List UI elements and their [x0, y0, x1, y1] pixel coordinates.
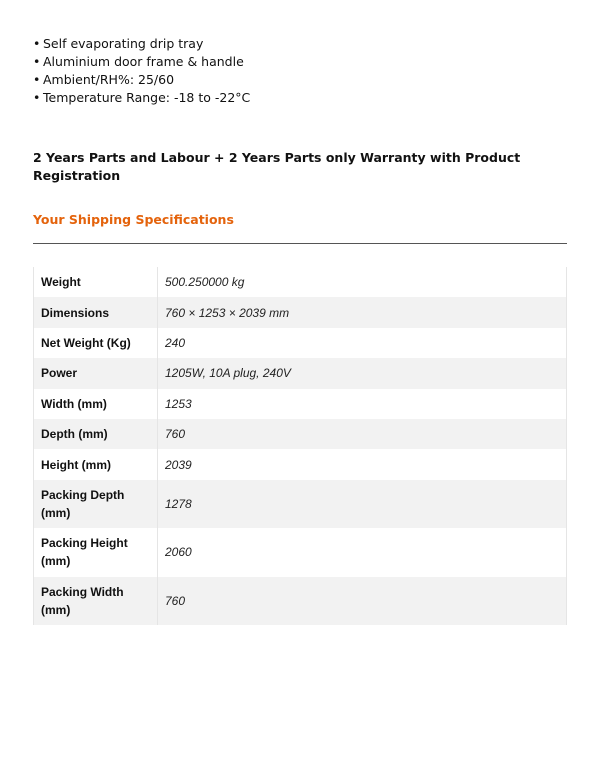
shipping-specs-table	[33, 267, 567, 625]
spec-label: Net Weight (Kg)	[34, 328, 158, 358]
table-row	[34, 358, 567, 388]
spec-label: Width (mm)	[34, 389, 158, 419]
table-row	[34, 419, 567, 449]
spec-label: Packing Depth (mm)	[34, 480, 158, 528]
spec-value: 1205W, 10A plug, 240V	[158, 358, 567, 388]
feature-list	[33, 35, 250, 107]
table-row	[34, 528, 567, 576]
feature-text: Self evaporating drip tray	[43, 36, 204, 51]
spec-label: Power	[34, 358, 158, 388]
spec-label: Depth (mm)	[34, 419, 158, 449]
feature-text: Ambient/RH%: 25/60	[43, 72, 175, 87]
spec-value: 760 × 1253 × 2039 mm	[158, 297, 567, 327]
feature-item	[33, 35, 250, 53]
shipping-specifications-heading: Your Shipping Specifications	[33, 212, 234, 227]
bullet-icon: •	[33, 72, 41, 87]
bullet-icon: •	[33, 36, 41, 51]
bullet-icon: •	[33, 54, 41, 69]
spec-value: 500.250000 kg	[158, 267, 567, 297]
spec-label: Packing Height (mm)	[34, 528, 158, 576]
spec-value: 2039	[158, 449, 567, 479]
table-row	[34, 297, 567, 327]
table-row	[34, 480, 567, 528]
feature-item	[33, 89, 250, 107]
table-row	[34, 328, 567, 358]
bullet-icon: •	[33, 90, 41, 105]
feature-text: Aluminium door frame & handle	[43, 54, 244, 69]
section-divider	[33, 243, 567, 244]
spec-value: 760	[158, 419, 567, 449]
feature-text: Temperature Range: -18 to -22°C	[43, 90, 251, 105]
spec-value: 760	[158, 577, 567, 625]
table-row	[34, 449, 567, 479]
table-row	[34, 267, 567, 297]
spec-label: Packing Width (mm)	[34, 577, 158, 625]
table-row	[34, 389, 567, 419]
spec-value: 1253	[158, 389, 567, 419]
spec-label: Dimensions	[34, 297, 158, 327]
spec-value: 1278	[158, 480, 567, 528]
spec-label: Height (mm)	[34, 449, 158, 479]
feature-item	[33, 71, 250, 89]
spec-value: 240	[158, 328, 567, 358]
spec-label: Weight	[34, 267, 158, 297]
warranty-text: 2 Years Parts and Labour + 2 Years Parts only Warranty with Product Registration	[33, 150, 521, 183]
table-row	[34, 577, 567, 625]
spec-value: 2060	[158, 528, 567, 576]
feature-item	[33, 53, 250, 71]
